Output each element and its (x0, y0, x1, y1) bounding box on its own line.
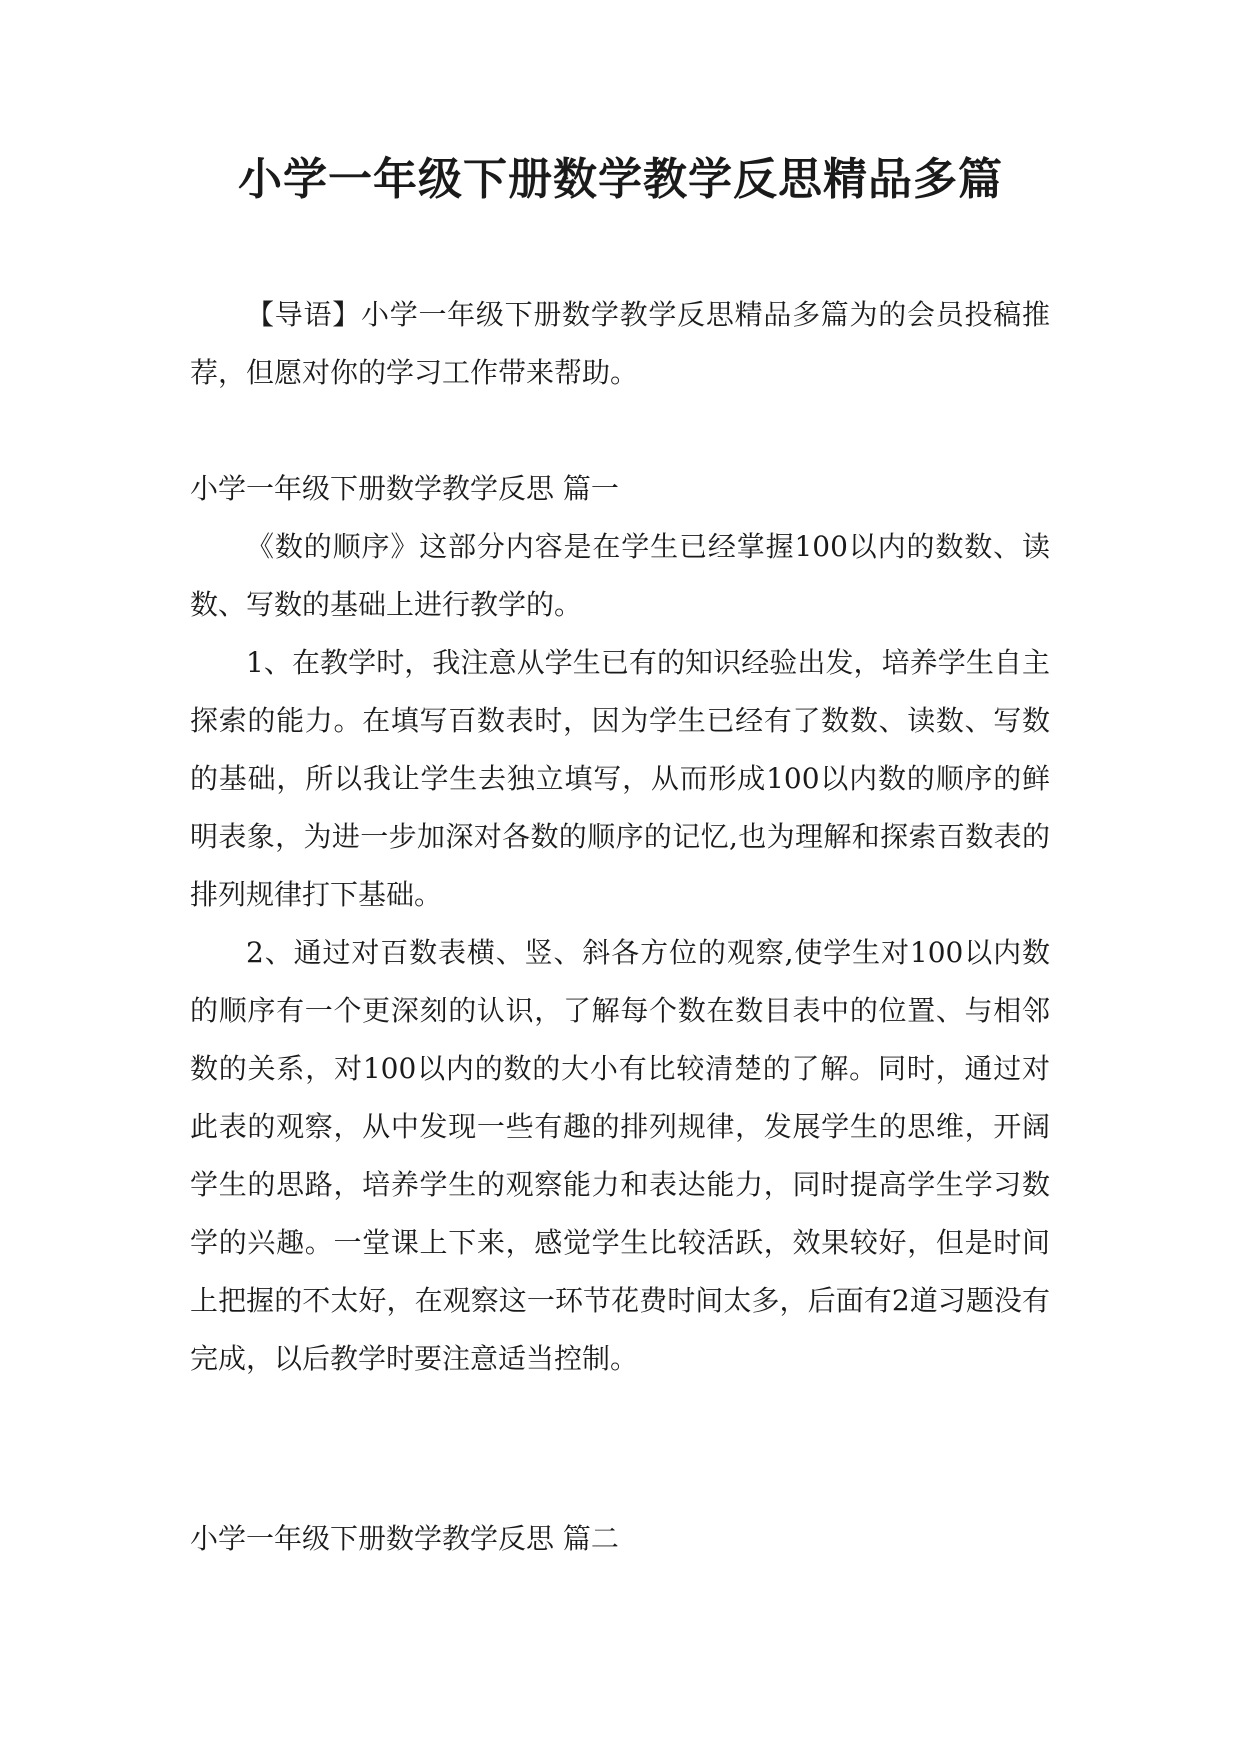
section-body-1 (190, 518, 1050, 1388)
section-heading-1: 小学一年级下册数学教学反思 篇一 (190, 472, 619, 505)
section-heading-2: 小学一年级下册数学教学反思 篇二 (190, 1522, 619, 1555)
section-1-paragraph-1: 《数的顺序》这部分内容是在学生已经掌握100以内的数数、读数、写数的基础上进行教学的。 (190, 530, 1050, 621)
intro-paragraph: 【导语】小学一年级下册数学教学反思精品多篇为的会员投稿推荐，但愿对你的学习工作带来帮助。 (190, 298, 1050, 389)
document-title: 小学一年级下册数学教学反思精品多篇 (238, 154, 1003, 205)
section-1-paragraph-2: 1、在教学时，我注意从学生已有的知识经验出发，培养学生自主探索的能力。在填写百数表时，因为学生已经有了数数、读数、写数的基础，所以我让学生去独立填写，从而形成100以内数的顺序的鲜明表象，为进一步加深对各数的顺序的记忆,也为理解和探索百数表的排列规律打下基础。 (190, 646, 1050, 911)
section-1-paragraph-3: 2、通过对百数表横、竖、斜各方位的观察,使学生对100以内数的顺序有一个更深刻的认识，了解每个数在数目表中的位置、与相邻数的关系，对100以内的数的大小有比较清楚的了解。同时，通过对此表的观察，从中发现一些有趣的排列规律，发展学生的思维，开阔学生的思路，培养学生的观察能力和表达能力，同时提高学生学习数学的兴趣。一堂课上下来，感觉学生比较活跃，效果较好，但是时间上把握的不太好，在观察这一环节花费时间太多，后面有2道习题没有完成，以后教学时要注意适当控制。 (190, 936, 1050, 1375)
